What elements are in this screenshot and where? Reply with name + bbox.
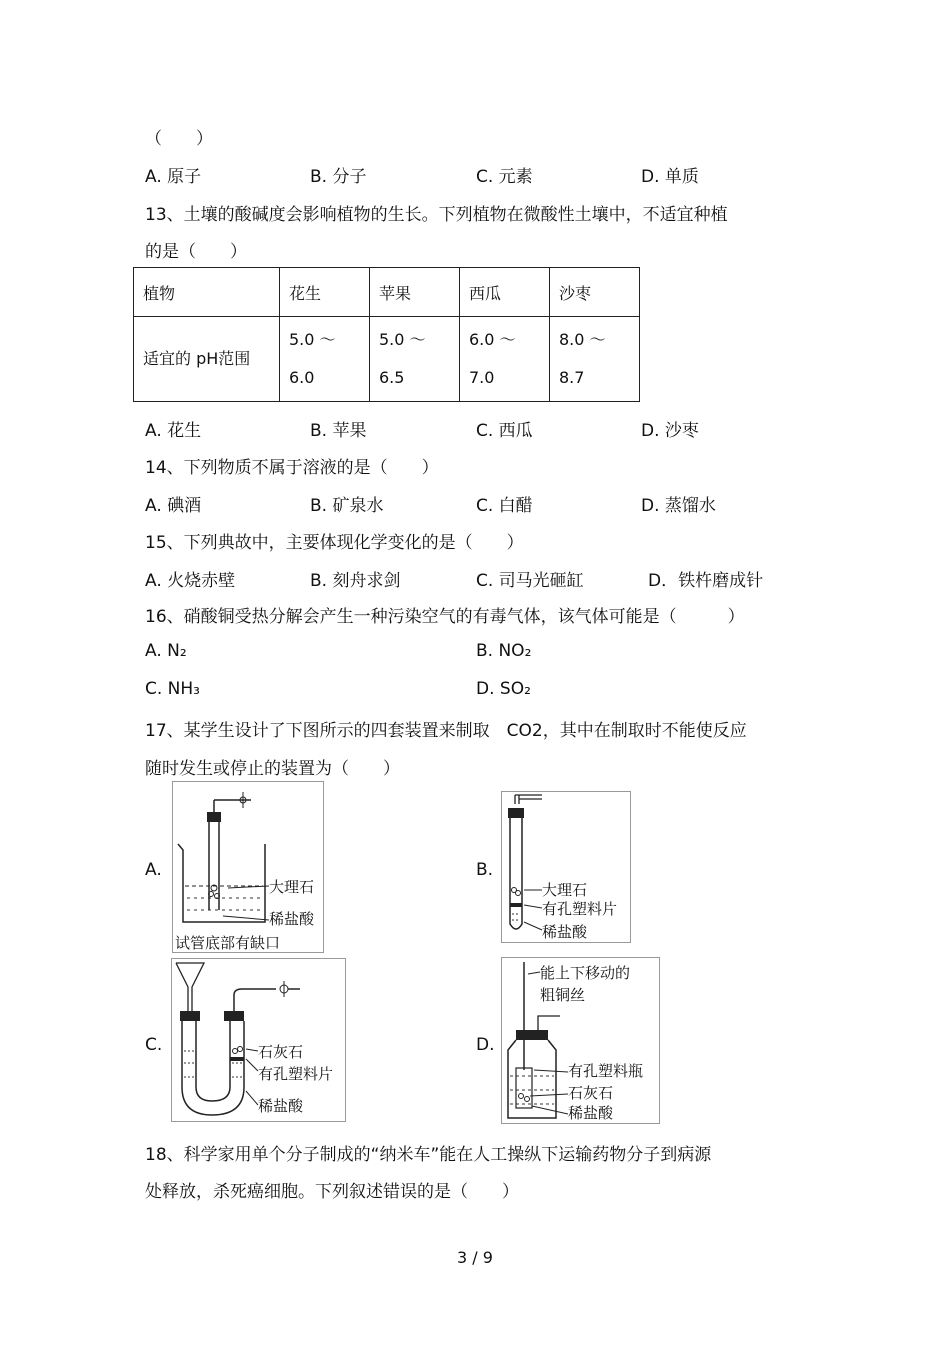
q18-stem-line1: 18、科学家用单个分子制成的“纳米车”能在人工操纵下运输药物分子到病源	[145, 1145, 712, 1165]
ph-table-range-row	[134, 317, 640, 402]
fig-d-text-line1: 能上下移动的	[540, 964, 631, 982]
apparatus-b	[501, 791, 631, 943]
fig-c-text-plate: 有孔塑料片	[258, 1065, 334, 1083]
ph-range-low: 5.0 ～	[379, 330, 426, 349]
q16-option-d: D. SO₂	[476, 679, 531, 699]
fig-b-text-acid: 稀盐酸	[542, 923, 588, 941]
fig-c-text-acid: 稀盐酸	[258, 1097, 304, 1115]
ph-table-header-cell: 西瓜	[460, 268, 550, 317]
fig-d-text-bottle: 有孔塑料瓶	[568, 1062, 644, 1080]
q16-stem: 16、硝酸铜受热分解会产生一种污染空气的有毒气体，该气体可能是（ ）	[145, 607, 745, 627]
ph-table-header-row	[134, 268, 640, 317]
q13-stem-line1: 13、土壤的酸碱度会影响植物的生长。下列植物在微酸性土壤中，不适宜种植	[145, 205, 728, 225]
ph-range-high: 8.7	[559, 368, 585, 387]
q15-stem: 15、下列典故中，主要体现化学变化的是（ ）	[145, 533, 524, 553]
ph-table-header-cell: 花生	[280, 268, 370, 317]
apparatus-d-drawing	[502, 958, 659, 1123]
q14-option-d: D. 蒸馏水	[641, 496, 716, 516]
q16-option-b: B. NO₂	[476, 641, 532, 661]
q15-option-a: A. 火烧赤壁	[145, 571, 236, 591]
q12-option-b: B. 分子	[310, 167, 367, 187]
ph-range-high: 6.5	[379, 368, 405, 387]
apparatus-b-drawing	[502, 792, 630, 942]
fig-d-text-line2: 粗铜丝	[540, 986, 586, 1004]
fig-d-text-acid: 稀盐酸	[568, 1104, 614, 1122]
q13-option-c: C. 西瓜	[476, 421, 533, 441]
q12-option-c: C. 元素	[476, 167, 533, 187]
ph-table-row-label: 适宜的 pH范围	[134, 317, 280, 402]
q16-option-c: C. NH₃	[145, 679, 200, 699]
fig-a-text-note: 试管底部有缺口	[175, 934, 281, 952]
ph-range-low: 6.0 ～	[469, 330, 516, 349]
q14-option-c: C. 白醋	[476, 496, 533, 516]
fig-b-text-marble: 大理石	[542, 881, 588, 899]
q13-option-b: B. 苹果	[310, 421, 367, 441]
q15-option-c: C. 司马光砸缸	[476, 571, 584, 591]
fig-d-label: D.	[476, 1035, 495, 1055]
apparatus-a-drawing	[173, 782, 323, 952]
fig-a-text-acid: 稀盐酸	[269, 910, 315, 928]
q12-paren: （ ）	[145, 129, 213, 149]
q17-stem-line1: 17、某学生设计了下图所示的四套装置来制取 CO2，其中在制取时不能使反应	[145, 721, 747, 741]
fig-c-text-limestone: 石灰石	[258, 1043, 304, 1061]
ph-range-high: 7.0	[469, 368, 495, 387]
ph-table-header-cell: 苹果	[370, 268, 460, 317]
apparatus-a	[172, 781, 324, 953]
ph-table-header-cell: 沙枣	[550, 268, 640, 317]
fig-b-text-plate: 有孔塑料片	[542, 900, 618, 918]
q14-option-b: B. 矿泉水	[310, 496, 384, 516]
apparatus-d	[501, 957, 660, 1124]
ph-range-cell	[280, 317, 370, 402]
page-number: 3 / 9	[457, 1248, 493, 1267]
q15-option-b: B. 刻舟求剑	[310, 571, 401, 591]
q16-option-a: A. N₂	[145, 641, 187, 661]
ph-range-cell	[550, 317, 640, 402]
q13-option-d: D. 沙枣	[641, 421, 699, 441]
q17-stem-line2: 随时发生或停止的装置为（ ）	[145, 759, 400, 779]
fig-c-label: C.	[145, 1035, 163, 1055]
ph-range-high: 6.0	[289, 368, 315, 387]
ph-range-cell	[460, 317, 550, 402]
ph-range-low: 5.0 ～	[289, 330, 336, 349]
q14-option-a: A. 碘酒	[145, 496, 202, 516]
q18-stem-line2: 处释放，杀死癌细胞。下列叙述错误的是（ ）	[145, 1182, 519, 1202]
fig-b-label: B.	[476, 860, 494, 880]
apparatus-c-drawing	[172, 959, 345, 1121]
q13-option-a: A. 花生	[145, 421, 202, 441]
q12-option-d: D. 单质	[641, 167, 699, 187]
fig-a-label: A.	[145, 860, 162, 880]
ph-range-low: 8.0 ～	[559, 330, 606, 349]
ph-table	[133, 267, 640, 402]
q14-stem: 14、下列物质不属于溶液的是（ ）	[145, 458, 439, 478]
fig-a-text-marble: 大理石	[269, 878, 315, 896]
fig-d-text-limestone: 石灰石	[568, 1084, 614, 1102]
q13-stem-line2: 的是（ ）	[145, 242, 247, 262]
q15-option-d: D．铁杵磨成针	[648, 571, 764, 591]
ph-range-cell	[370, 317, 460, 402]
q12-option-a: A. 原子	[145, 167, 202, 187]
ph-table-header-cell: 植物	[134, 268, 280, 317]
apparatus-c	[171, 958, 346, 1122]
